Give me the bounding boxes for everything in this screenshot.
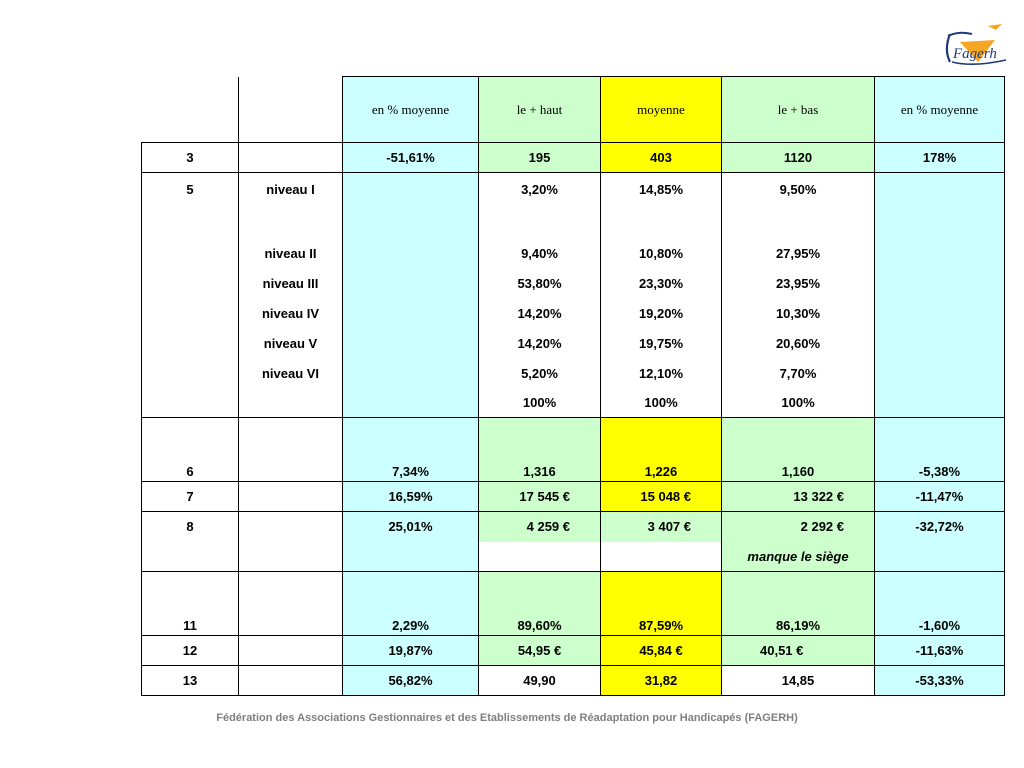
table-row [142,572,1005,636]
row-number: 7 [142,482,239,512]
row-number: 12 [142,636,239,666]
table-row [142,542,1005,572]
pct-cell: -1,60% [875,572,1005,636]
moyenne-cell: 19,75% [601,329,722,359]
moyenne-cell: 10,80% [601,239,722,269]
bas-cell: 27,95% [722,239,875,269]
moyenne-cell: 31,82 [601,666,722,696]
bas-cell: 10,30% [722,299,875,329]
pct-cell: -32,72% [875,512,1005,542]
moyenne-cell: 87,59% [601,572,722,636]
table-row [142,359,1005,389]
haut-cell: 49,90 [479,666,601,696]
bas-cell: 2 292 € [722,512,875,542]
level-label: niveau I [239,173,343,239]
table-row [142,239,1005,269]
level-label: niveau IV [239,299,343,329]
pct-cell: 25,01% [343,512,479,542]
row-number: 8 [142,512,239,542]
table-row [142,636,1005,666]
row-number: 3 [142,143,239,173]
bas-cell: 1120 [722,143,875,173]
haut-cell: 1,316 [479,418,601,482]
bas-cell: 13 322 € [722,482,875,512]
level-label: niveau II [239,239,343,269]
pct-cell: 7,34% [343,418,479,482]
logo-text: Fagerh [953,46,997,62]
data-table [141,76,1005,696]
total-cell: 100% [479,389,601,418]
haut-cell: 5,20% [479,359,601,389]
moyenne-cell: 14,85% [601,173,722,239]
haut-cell: 54,95 € [479,636,601,666]
haut-cell: 9,40% [479,239,601,269]
bas-cell: 14,85 [722,666,875,696]
haut-cell: 14,20% [479,329,601,359]
moyenne-cell: 1,226 [601,418,722,482]
header-le-plus-bas: le + bas [722,77,875,143]
total-cell: 100% [601,389,722,418]
table-row [142,143,1005,173]
haut-cell: 3,20% [479,173,601,239]
pct-cell: -51,61% [343,143,479,173]
moyenne-cell: 45,84 € [601,636,722,666]
table-row [142,299,1005,329]
haut-cell: 4 259 € [479,512,601,542]
row-number: 13 [142,666,239,696]
header-row [142,77,1005,143]
header-moyenne: moyenne [601,77,722,143]
moyenne-cell: 12,10% [601,359,722,389]
pct-cell: 178% [875,143,1005,173]
level-label: niveau V [239,329,343,359]
table-row [142,389,1005,418]
table-row [142,512,1005,542]
bas-cell: 9,50% [722,173,875,239]
pct-cell: -53,33% [875,666,1005,696]
bas-cell: 23,95% [722,269,875,299]
pct-cell: -5,38% [875,418,1005,482]
haut-cell: 89,60% [479,572,601,636]
moyenne-cell: 403 [601,143,722,173]
header-pct-moyenne-1: en % moyenne [343,77,479,143]
footer-caption: Fédération des Associations Gestionnaires et des Etablissements de Réadaptation pour Handicapés (FAGERH) [216,712,798,724]
row-number: 6 [142,418,239,482]
haut-cell: 14,20% [479,299,601,329]
table-row [142,482,1005,512]
row-number: 5 [142,173,239,239]
table-row [142,666,1005,696]
haut-cell: 53,80% [479,269,601,299]
header-pct-moyenne-2: en % moyenne [875,77,1005,143]
pct-cell: 19,87% [343,636,479,666]
pct-cell: -11,47% [875,482,1005,512]
haut-cell: 195 [479,143,601,173]
table-row [142,329,1005,359]
moyenne-cell: 3 407 € [601,512,722,542]
bas-cell: 86,19% [722,572,875,636]
level-label: niveau III [239,269,343,299]
note-manque-siege: manque le siège [722,542,875,572]
bas-cell: 7,70% [722,359,875,389]
total-cell: 100% [722,389,875,418]
row-number: 11 [142,572,239,636]
fagerh-logo-icon [940,20,1010,70]
pct-cell: 2,29% [343,572,479,636]
moyenne-cell: 23,30% [601,269,722,299]
haut-cell: 17 545 € [479,482,601,512]
pct-cell: -11,63% [875,636,1005,666]
moyenne-cell: 19,20% [601,299,722,329]
table-row [142,418,1005,482]
level-label: niveau VI [239,359,343,389]
bas-cell: 20,60% [722,329,875,359]
bas-cell: 40,51 € [722,636,875,666]
header-le-plus-haut: le + haut [479,77,601,143]
pct-cell: 56,82% [343,666,479,696]
bas-cell: 1,160 [722,418,875,482]
table-row [142,269,1005,299]
pct-cell: 16,59% [343,482,479,512]
table-row [142,173,1005,239]
moyenne-cell: 15 048 € [601,482,722,512]
